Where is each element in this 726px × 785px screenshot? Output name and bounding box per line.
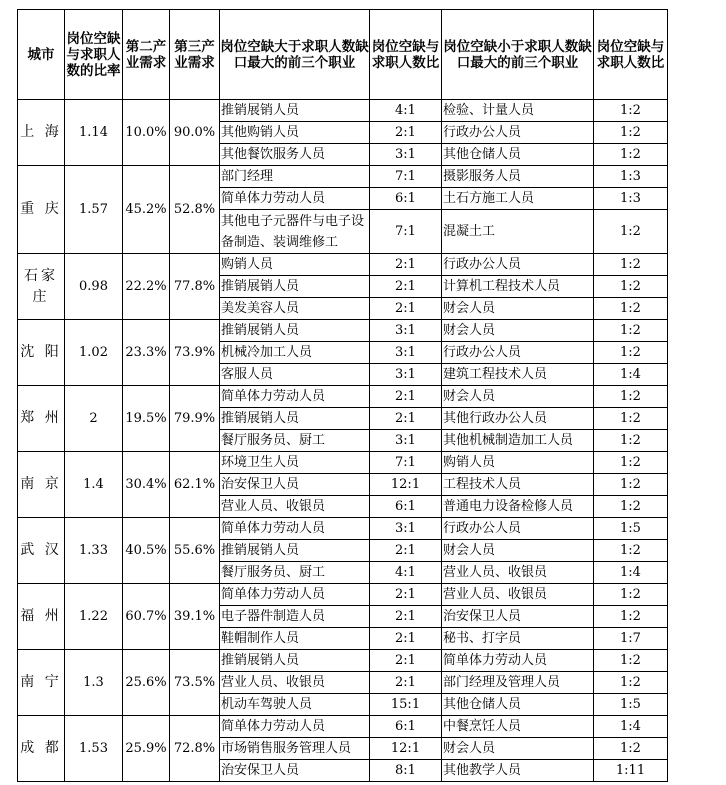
shortage-ratio: 1:3: [594, 188, 668, 210]
shortage-occupation: 其他仓储人员: [442, 144, 594, 166]
surplus-occupation: 客服人员: [220, 364, 370, 386]
shortage-ratio: 1:2: [594, 144, 668, 166]
city-name: 郑 州: [18, 386, 65, 452]
shortage-occupation: 营业人员、收银员: [442, 562, 594, 584]
shortage-occupation: 行政办公人员: [442, 342, 594, 364]
tertiary-demand: 77.8%: [170, 254, 220, 320]
header-row: [18, 10, 668, 100]
surplus-ratio: 3:1: [370, 144, 442, 166]
surplus-ratio: 3:1: [370, 364, 442, 386]
surplus-ratio: 12:1: [370, 474, 442, 496]
table-row: [18, 166, 668, 188]
vacancy-ratio: 1.3: [65, 650, 123, 716]
secondary-demand: 25.9%: [123, 716, 170, 782]
shortage-ratio: 1:2: [594, 672, 668, 694]
shortage-ratio: 1:2: [594, 298, 668, 320]
header-lt-occ: 岗位空缺小于求职人数缺口最大的前三个职业: [442, 10, 594, 100]
surplus-occupation: 餐厅服务员、厨工: [220, 562, 370, 584]
shortage-occupation: 行政办公人员: [442, 518, 594, 540]
shortage-occupation: 建筑工程技术人员: [442, 364, 594, 386]
city-name: 重 庆: [18, 166, 65, 254]
shortage-occupation: 其他机械制造加工人员: [442, 430, 594, 452]
table-row: [18, 452, 668, 474]
shortage-ratio: 1:2: [594, 210, 668, 254]
shortage-occupation: 简单体力劳动人员: [442, 650, 594, 672]
surplus-ratio: 2:1: [370, 672, 442, 694]
table-row: [18, 320, 668, 342]
city-name: 沈 阳: [18, 320, 65, 386]
header-lt-ratio: 岗位空缺与求职人数比: [594, 10, 668, 100]
shortage-ratio: 1:2: [594, 100, 668, 122]
header-tertiary: 第三产业需求: [170, 10, 220, 100]
shortage-ratio: 1:4: [594, 364, 668, 386]
secondary-demand: 22.2%: [123, 254, 170, 320]
table-row: [18, 518, 668, 540]
shortage-occupation: 部门经理及管理人员: [442, 672, 594, 694]
vacancy-ratio: 1.02: [65, 320, 123, 386]
secondary-demand: 23.3%: [123, 320, 170, 386]
tertiary-demand: 73.9%: [170, 320, 220, 386]
shortage-occupation: 土石方施工人员: [442, 188, 594, 210]
shortage-ratio: 1:2: [594, 254, 668, 276]
surplus-occupation: 推销展销人员: [220, 320, 370, 342]
surplus-ratio: 3:1: [370, 320, 442, 342]
surplus-occupation: 推销展销人员: [220, 540, 370, 562]
surplus-occupation: 营业人员、收银员: [220, 672, 370, 694]
city-name: 石家庄: [18, 254, 65, 320]
shortage-occupation: 治安保卫人员: [442, 606, 594, 628]
shortage-occupation: 工程技术人员: [442, 474, 594, 496]
surplus-ratio: 2:1: [370, 650, 442, 672]
surplus-occupation: 简单体力劳动人员: [220, 518, 370, 540]
table-row: [18, 254, 668, 276]
shortage-ratio: 1:2: [594, 606, 668, 628]
surplus-occupation: 鞋帽制作人员: [220, 628, 370, 650]
surplus-ratio: 2:1: [370, 628, 442, 650]
header-gt-occ: 岗位空缺大于求职人数缺口最大的前三个职业: [220, 10, 370, 100]
city-name: 南 京: [18, 452, 65, 518]
city-name: 成 都: [18, 716, 65, 782]
shortage-ratio: 1:7: [594, 628, 668, 650]
surplus-occupation: 简单体力劳动人员: [220, 188, 370, 210]
surplus-ratio: 3:1: [370, 518, 442, 540]
shortage-occupation: 营业人员、收银员: [442, 584, 594, 606]
surplus-ratio: 2:1: [370, 540, 442, 562]
surplus-occupation: 推销展销人员: [220, 100, 370, 122]
shortage-occupation: 计算机工程技术人员: [442, 276, 594, 298]
surplus-ratio: 2:1: [370, 584, 442, 606]
surplus-ratio: 3:1: [370, 430, 442, 452]
vacancy-ratio: 1.14: [65, 100, 123, 166]
tertiary-demand: 62.1%: [170, 452, 220, 518]
shortage-occupation: 购销人员: [442, 452, 594, 474]
tertiary-demand: 39.1%: [170, 584, 220, 650]
job-market-table: [17, 9, 668, 782]
shortage-ratio: 1:2: [594, 496, 668, 518]
table-row: [18, 386, 668, 408]
surplus-occupation: 其他购销人员: [220, 122, 370, 144]
surplus-ratio: 2:1: [370, 254, 442, 276]
surplus-occupation: 电子器件制造人员: [220, 606, 370, 628]
surplus-occupation: 营业人员、收银员: [220, 496, 370, 518]
shortage-ratio: 1:4: [594, 716, 668, 738]
shortage-occupation: 财会人员: [442, 540, 594, 562]
surplus-ratio: 2:1: [370, 386, 442, 408]
shortage-ratio: 1:5: [594, 694, 668, 716]
surplus-occupation: 推销展销人员: [220, 408, 370, 430]
shortage-occupation: 行政办公人员: [442, 254, 594, 276]
surplus-ratio: 6:1: [370, 188, 442, 210]
shortage-occupation: 其他仓储人员: [442, 694, 594, 716]
shortage-occupation: 其他行政办公人员: [442, 408, 594, 430]
vacancy-ratio: 1.33: [65, 518, 123, 584]
surplus-ratio: 6:1: [370, 496, 442, 518]
surplus-occupation: 推销展销人员: [220, 276, 370, 298]
surplus-occupation: 部门经理: [220, 166, 370, 188]
tertiary-demand: 90.0%: [170, 100, 220, 166]
surplus-ratio: 7:1: [370, 452, 442, 474]
surplus-ratio: 2:1: [370, 122, 442, 144]
tertiary-demand: 79.9%: [170, 386, 220, 452]
job-market-table-container: [17, 9, 668, 782]
shortage-ratio: 1:2: [594, 650, 668, 672]
shortage-ratio: 1:11: [594, 760, 668, 782]
secondary-demand: 45.2%: [123, 166, 170, 254]
shortage-ratio: 1:2: [594, 276, 668, 298]
header-secondary: 第二产业需求: [123, 10, 170, 100]
header-ratio: 岗位空缺与求职人数的比率: [65, 10, 123, 100]
tertiary-demand: 73.5%: [170, 650, 220, 716]
table-row: [18, 650, 668, 672]
shortage-occupation: 财会人员: [442, 738, 594, 760]
secondary-demand: 19.5%: [123, 386, 170, 452]
shortage-ratio: 1:2: [594, 474, 668, 496]
surplus-ratio: 7:1: [370, 166, 442, 188]
surplus-ratio: 2:1: [370, 276, 442, 298]
shortage-ratio: 1:2: [594, 584, 668, 606]
shortage-ratio: 1:2: [594, 342, 668, 364]
shortage-ratio: 1:2: [594, 408, 668, 430]
surplus-occupation: 其他餐饮服务人员: [220, 144, 370, 166]
shortage-ratio: 1:2: [594, 540, 668, 562]
vacancy-ratio: 0.98: [65, 254, 123, 320]
vacancy-ratio: 1.53: [65, 716, 123, 782]
surplus-occupation: 简单体力劳动人员: [220, 386, 370, 408]
surplus-occupation: 简单体力劳动人员: [220, 716, 370, 738]
secondary-demand: 25.6%: [123, 650, 170, 716]
surplus-occupation: 其他电子元器件与电子设备制造、装调维修工: [220, 210, 370, 254]
surplus-ratio: 2:1: [370, 606, 442, 628]
header-city: 城市: [18, 10, 65, 100]
vacancy-ratio: 1.22: [65, 584, 123, 650]
vacancy-ratio: 1.57: [65, 166, 123, 254]
surplus-occupation: 购销人员: [220, 254, 370, 276]
city-name: 南 宁: [18, 650, 65, 716]
vacancy-ratio: 2: [65, 386, 123, 452]
vacancy-ratio: 1.4: [65, 452, 123, 518]
shortage-occupation: 检验、计量人员: [442, 100, 594, 122]
shortage-occupation: 普通电力设备检修人员: [442, 496, 594, 518]
shortage-ratio: 1:2: [594, 452, 668, 474]
city-name: 上 海: [18, 100, 65, 166]
surplus-ratio: 4:1: [370, 562, 442, 584]
surplus-ratio: 2:1: [370, 298, 442, 320]
shortage-ratio: 1:2: [594, 738, 668, 760]
surplus-ratio: 15:1: [370, 694, 442, 716]
table-row: [18, 100, 668, 122]
surplus-ratio: 4:1: [370, 100, 442, 122]
surplus-ratio: 12:1: [370, 738, 442, 760]
secondary-demand: 60.7%: [123, 584, 170, 650]
header-gt-ratio: 岗位空缺与求职人数比: [370, 10, 442, 100]
shortage-ratio: 1:2: [594, 320, 668, 342]
shortage-occupation: 财会人员: [442, 386, 594, 408]
shortage-occupation: 其他教学人员: [442, 760, 594, 782]
shortage-occupation: 混凝土工: [442, 210, 594, 254]
city-name: 武 汉: [18, 518, 65, 584]
shortage-occupation: 财会人员: [442, 320, 594, 342]
surplus-occupation: 美发美容人员: [220, 298, 370, 320]
surplus-ratio: 8:1: [370, 760, 442, 782]
shortage-ratio: 1:2: [594, 386, 668, 408]
surplus-occupation: 环境卫生人员: [220, 452, 370, 474]
table-row: [18, 584, 668, 606]
secondary-demand: 40.5%: [123, 518, 170, 584]
surplus-ratio: 6:1: [370, 716, 442, 738]
shortage-ratio: 1:3: [594, 166, 668, 188]
secondary-demand: 10.0%: [123, 100, 170, 166]
surplus-occupation: 治安保卫人员: [220, 760, 370, 782]
secondary-demand: 30.4%: [123, 452, 170, 518]
tertiary-demand: 52.8%: [170, 166, 220, 254]
table-row: [18, 716, 668, 738]
shortage-occupation: 秘书、打字员: [442, 628, 594, 650]
shortage-occupation: 行政办公人员: [442, 122, 594, 144]
city-name: 福 州: [18, 584, 65, 650]
shortage-occupation: 中餐烹饪人员: [442, 716, 594, 738]
tertiary-demand: 55.6%: [170, 518, 220, 584]
surplus-occupation: 市场销售服务管理人员: [220, 738, 370, 760]
surplus-occupation: 餐厅服务员、厨工: [220, 430, 370, 452]
shortage-occupation: 摄影服务人员: [442, 166, 594, 188]
surplus-occupation: 简单体力劳动人员: [220, 584, 370, 606]
tertiary-demand: 72.8%: [170, 716, 220, 782]
shortage-ratio: 1:5: [594, 518, 668, 540]
shortage-ratio: 1:4: [594, 562, 668, 584]
surplus-ratio: 3:1: [370, 342, 442, 364]
surplus-occupation: 推销展销人员: [220, 650, 370, 672]
surplus-occupation: 机械冷加工人员: [220, 342, 370, 364]
surplus-ratio: 2:1: [370, 408, 442, 430]
shortage-ratio: 1:2: [594, 430, 668, 452]
shortage-occupation: 财会人员: [442, 298, 594, 320]
surplus-occupation: 机动车驾驶人员: [220, 694, 370, 716]
shortage-ratio: 1:2: [594, 122, 668, 144]
surplus-ratio: 7:1: [370, 210, 442, 254]
surplus-occupation: 治安保卫人员: [220, 474, 370, 496]
